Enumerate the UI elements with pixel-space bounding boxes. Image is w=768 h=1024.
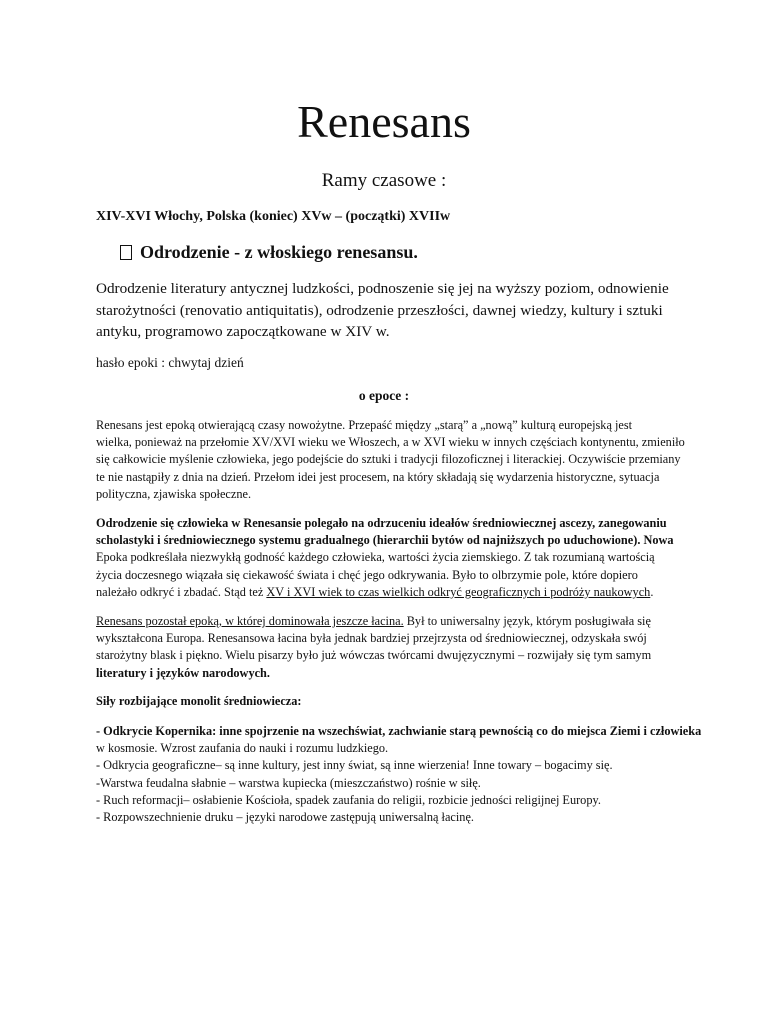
rebirth-period: . bbox=[650, 584, 654, 599]
latin-line: wykształcona Europa. Renesansowa łacina była jednak bardziej przejrzysta od średniowiecznej, odzyskała swój bbox=[96, 631, 647, 646]
intro-line: antyku, programowo zapoczątkowane w XIV w. bbox=[96, 323, 390, 340]
section-heading bbox=[120, 240, 418, 264]
discoveries-underlined: XV i XVI wiek to czas wielkich odkryć geograficznych i podróży naukowych bbox=[266, 584, 651, 599]
rebirth-text: należało odkryć i zbadać. Stąd też bbox=[96, 584, 267, 599]
forces-heading: Siły rozbijające monolit średniowiecza: bbox=[96, 694, 302, 708]
rebirth-paragraph bbox=[96, 515, 674, 601]
forces-item: -Warstwa feudalna słabnie – warstwa kupiecka (mieszczaństwo) rośnie w siłę. bbox=[96, 775, 481, 790]
rebirth-line: życia doczesnego wiązała się ciekawość świata i chęć jego odkrywania. Było to olbrzymie pole, które dopiero bbox=[96, 567, 638, 582]
missing-glyph-icon bbox=[120, 245, 132, 260]
document-title: Renesans bbox=[297, 96, 471, 147]
forces-item: - Odkrycie Kopernika: inne spojrzenie na wszechświat, zachwianie starą pewnością co do miejsca Ziemi i człowieka bbox=[96, 724, 702, 738]
intro-line: starożytności (renovatio antiquitatis), odrodzenie przeszłości, dawnej wiedzy, kultury i sztuki bbox=[96, 301, 663, 319]
latin-line bbox=[96, 613, 651, 630]
intro-paragraph bbox=[96, 278, 676, 343]
latin-bold-line: literatury i języków narodowych. bbox=[96, 665, 270, 680]
forces-list bbox=[96, 723, 701, 826]
intro-line: Odrodzenie literatury antycznej ludzkości, podnoszenie się jej na wyższy poziom, odnowienie bbox=[96, 280, 669, 297]
rebirth-line bbox=[96, 584, 674, 601]
rebirth-line: Epoka podkreślała niezwykłą godność każdego człowieka, wartości życia ziemskiego. Z tak rozumianą wartością bbox=[96, 550, 655, 565]
forces-item: - Odkrycia geograficzne– są inne kultury, jest inny świat, są inne wierzenia! Inne towary – bogacimy się. bbox=[96, 758, 613, 773]
latin-paragraph bbox=[96, 613, 651, 682]
epoch-paragraph bbox=[96, 417, 685, 503]
epoch-line: Renesans jest epoką otwierającą czasy nowożytne. Przepaść między „starą” a „nową” kulturą europejską jest bbox=[96, 418, 633, 432]
timeframe-dates: XIV-XVI Włochy, Polska (koniec) XVw – (początki) XVIIw bbox=[96, 209, 451, 224]
epoch-line: wielka, ponieważ na przełomie XV/XVI wieku we Włoszech, a w XVI wieku w innych częściach kontynentu, zmieniło bbox=[96, 435, 685, 450]
forces-item: - Rozpowszechnienie druku – języki narodowe zastępują uniwersalną łacinę. bbox=[96, 810, 474, 825]
epoch-line: się całkowicie myślenie człowieka, jego podejście do sztuki i tradycji filozoficznej i literackiej. Oczywiście przemiany bbox=[96, 452, 681, 467]
forces-item-continuation: w kosmosie. Wzrost zaufania do nauki i rozumu ludzkiego. bbox=[96, 741, 389, 756]
latin-underlined: Renesans pozostał epoką, w której dominowała jeszcze łacina. bbox=[96, 614, 404, 628]
epoch-line: polityczna, zjawiska społeczne. bbox=[96, 486, 252, 501]
about-epoch-heading: o epoce : bbox=[358, 388, 410, 403]
section-heading-text: Odrodzenie - z włoskiego renesansu. bbox=[140, 242, 418, 262]
latin-text: Był to uniwersalny język, którym posługiwała się bbox=[403, 614, 651, 628]
epoch-line: te nie nastąpiły z dnia na dzień. Przełom idei jest procesem, na który składają się wydarzenia historyczne, sytuacja bbox=[96, 469, 660, 484]
latin-line: starożytny blask i piękno. Wielu pisarzy było już wówczas twórcami dwujęzycznymi – rozwijały się tym samym bbox=[96, 648, 652, 663]
epoch-motto: hasło epoki : chwytaj dzień bbox=[96, 355, 244, 370]
rebirth-bold-line: Odrodzenie się człowieka w Renesansie polegało na odrzuceniu ideałów średniowiecznej ascezy, zanegowaniu bbox=[96, 516, 667, 530]
timeframe-subtitle: Ramy czasowe : bbox=[321, 170, 447, 191]
forces-item: - Ruch reformacji– osłabienie Kościoła, spadek zaufania do religii, rozbicie jedności religijnej Europy. bbox=[96, 792, 601, 807]
rebirth-bold-line: scholastyki i średniowiecznego systemu gradualnego (hierarchii bytów od najniższych po uduchowione). Nowa bbox=[96, 533, 674, 548]
